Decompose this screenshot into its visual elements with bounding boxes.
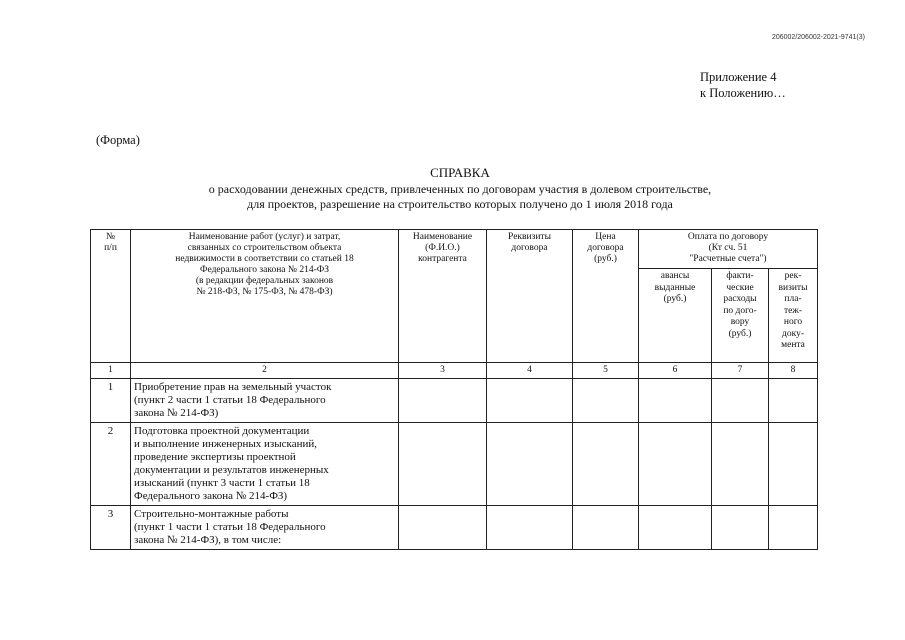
header-col-2-line: (в редакции федеральных законов: [195, 276, 334, 286]
cell-empty: [399, 423, 487, 506]
row-description-line: изысканий (пункт 3 части 1 статьи 18: [134, 477, 310, 489]
row-description-line: закона № 214-ФЗ), в том числе:: [134, 534, 282, 546]
title-line-1: СПРАВКА: [430, 165, 490, 180]
row-description-line: (пункт 2 части 1 статьи 18 Федерального: [134, 394, 326, 406]
title-line-3: для проектов, разрешение на строительство которых получено до 1 июля 2018 года: [247, 197, 673, 211]
cell-empty: [573, 423, 639, 506]
header-col-8-line: доку-: [782, 328, 804, 339]
table-row: [91, 506, 818, 550]
column-number: 1: [91, 363, 131, 379]
header-col-6-line: авансы: [660, 271, 690, 281]
header-col-7: [712, 269, 769, 363]
appendix-line-1: Приложение 4: [700, 70, 777, 84]
cell-empty: [712, 423, 769, 506]
title-line-2: о расходовании денежных средств, привлеченных по договорам участия в долевом строительстве,: [208, 182, 712, 196]
column-number: 7: [712, 363, 769, 379]
row-description: [131, 423, 399, 506]
header-col-7-line: вору: [730, 317, 750, 327]
header-col-7-line: ческие: [726, 282, 754, 293]
header-col-5: [573, 230, 639, 363]
document-title: [90, 165, 830, 212]
row-description-line: проведение экспертизы проектной: [134, 451, 296, 463]
cell-empty: [769, 423, 818, 506]
header-col-3-line: контрагента: [418, 254, 467, 264]
cell-empty: [399, 506, 487, 550]
header-col-5-line: (руб.): [594, 254, 617, 264]
header-col-6-line: (руб.): [663, 294, 687, 304]
cell-empty: [487, 423, 573, 506]
header-col-4: [487, 230, 573, 363]
row-number: 3: [91, 506, 131, 550]
column-number: 8: [769, 363, 818, 379]
header-col-1: [91, 230, 131, 363]
payment-group-line: Оплата по договору: [687, 232, 769, 242]
header-col-8-line: теж-: [783, 305, 803, 316]
row-description-line: Приобретение прав на земельный участок: [134, 381, 332, 393]
cell-empty: [573, 506, 639, 550]
appendix-line-2: к Положению…: [700, 86, 786, 100]
header-col-8-line: рек-: [784, 271, 802, 281]
header-col-2-line: № 218-ФЗ, № 175-ФЗ, № 478-ФЗ): [196, 287, 333, 297]
header-col-3-line: (Ф.И.О.): [425, 243, 460, 253]
header-col-8-line: пла-: [784, 294, 802, 304]
header-col-3-line: Наименование: [412, 232, 473, 242]
row-description: [131, 506, 399, 550]
header-col-8-line: ного: [783, 317, 803, 327]
cell-empty: [712, 506, 769, 550]
row-number: 2: [91, 423, 131, 506]
row-description-line: (пункт 1 части 1 статьи 18 Федерального: [134, 521, 326, 533]
cell-empty: [487, 379, 573, 423]
appendix-reference: [700, 69, 786, 101]
cell-empty: [573, 379, 639, 423]
header-col-6-line: выданные: [654, 282, 696, 293]
header-col-8-line: визиты: [778, 282, 808, 293]
row-description-line: Подготовка проектной документации: [134, 425, 310, 437]
header-col-3: [399, 230, 487, 363]
cell-empty: [487, 506, 573, 550]
row-description-line: закона № 214-ФЗ): [134, 407, 219, 419]
header-col-6: [639, 269, 712, 363]
column-number: 5: [573, 363, 639, 379]
cell-empty: [639, 423, 712, 506]
row-description-line: Строительно-монтажные работы: [134, 508, 289, 520]
header-col-8: [769, 269, 818, 363]
row-description: [131, 379, 399, 423]
header-col-1-line: №: [105, 232, 116, 242]
row-description-line: Федерального закона № 214-ФЗ): [134, 490, 288, 502]
header-col-5-line: Цена: [595, 232, 616, 242]
cell-empty: [639, 506, 712, 550]
report-table: [90, 229, 818, 550]
column-number: 6: [639, 363, 712, 379]
cell-empty: [712, 379, 769, 423]
header-col-7-line: расходы: [723, 294, 757, 304]
cell-empty: [639, 379, 712, 423]
header-payment-group: [639, 230, 818, 269]
cell-empty: [399, 379, 487, 423]
header-col-2: [131, 230, 399, 363]
column-number: 4: [487, 363, 573, 379]
header-col-4-line: договора: [511, 243, 548, 253]
header-col-2-line: связанных со строительством объекта: [187, 243, 342, 253]
header-col-2-line: недвижимости в соответствии со статьей 18: [175, 254, 354, 264]
row-description-line: и выполнение инженерных изысканий,: [134, 438, 318, 450]
row-description-line: документации и результатов инженерных: [134, 464, 329, 476]
header-col-1-line: п/п: [104, 243, 117, 253]
column-number-row: [91, 363, 818, 379]
table-row: [91, 423, 818, 506]
cell-empty: [769, 506, 818, 550]
table-row: [91, 379, 818, 423]
header-col-2-line: Федерального закона № 214-ФЗ: [199, 265, 330, 275]
row-number: 1: [91, 379, 131, 423]
header-col-2-line: Наименование работ (услуг) и затрат,: [188, 232, 341, 242]
header-col-7-line: (руб.): [728, 328, 752, 339]
cell-empty: [769, 379, 818, 423]
header-row-1: [91, 230, 818, 269]
header-col-5-line: договора: [587, 243, 624, 253]
header-col-4-line: Реквизиты: [508, 232, 551, 242]
column-number: 2: [131, 363, 399, 379]
header-col-7-line: факти-: [726, 271, 754, 281]
column-number: 3: [399, 363, 487, 379]
payment-group-line: "Расчетные счета"): [689, 254, 767, 264]
payment-group-line: (Кт сч. 51: [708, 243, 748, 253]
header-col-7-line: по дого-: [723, 305, 757, 316]
document-id: 206002/206002-2021-9741(3): [771, 34, 865, 41]
header-col-8-line: мента: [781, 340, 805, 350]
form-label: (Форма): [96, 133, 140, 147]
